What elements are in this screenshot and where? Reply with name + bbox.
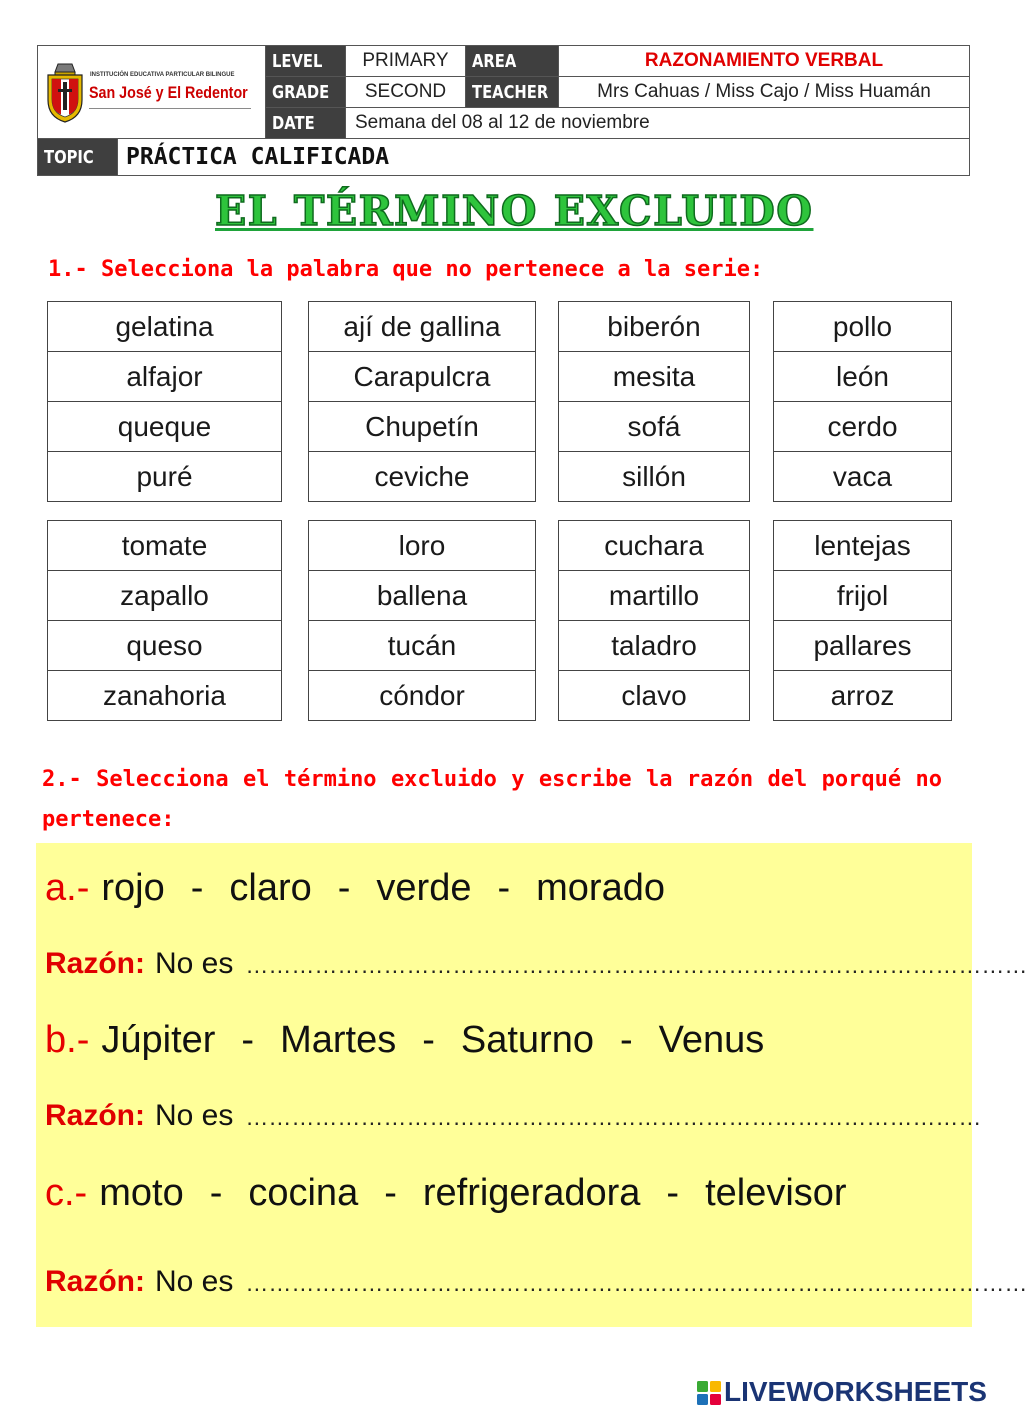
item-a <box>45 866 665 910</box>
exercise-1-instruction: 1.- Selecciona la palabra que no pertenece a la serie: <box>48 257 764 282</box>
date-label: DATE <box>272 112 315 134</box>
item-c <box>45 1171 847 1215</box>
word-option[interactable]: cerdo <box>774 401 951 451</box>
word-option[interactable]: frijol <box>774 570 951 620</box>
word-option[interactable]: Chupetín <box>309 401 535 451</box>
word-option[interactable]: puré <box>48 451 281 501</box>
word-option[interactable]: sofá <box>559 401 749 451</box>
word-option[interactable]: lentejas <box>814 529 911 561</box>
term-separator: - <box>190 867 204 909</box>
word-option[interactable]: loro <box>398 529 446 561</box>
term-separator: - <box>241 1019 255 1061</box>
word-option[interactable]: martillo <box>559 570 749 620</box>
word-group-3 <box>558 301 750 502</box>
term-option[interactable]: cocina <box>248 1172 359 1214</box>
area-value: RAZONAMIENTO VERBAL <box>558 45 970 77</box>
grade-value: SECOND <box>345 76 466 108</box>
term-separator: - <box>666 1172 680 1214</box>
term-option[interactable]: Martes <box>280 1019 397 1061</box>
word-option[interactable]: tomate <box>121 529 208 561</box>
reason-a-prefix: No es <box>155 947 234 980</box>
level-label: LEVEL <box>272 50 323 72</box>
reason-a <box>45 946 1027 983</box>
level-value: PRIMARY <box>345 45 466 77</box>
word-option[interactable]: gelatina <box>115 310 214 342</box>
term-option[interactable]: moto <box>99 1172 184 1214</box>
word-option[interactable]: tucán <box>309 620 535 670</box>
term-option[interactable]: televisor <box>705 1172 847 1214</box>
word-option[interactable]: cóndor <box>309 670 535 720</box>
answer-area <box>36 843 972 1327</box>
term-option[interactable]: verde <box>376 867 472 909</box>
word-option[interactable]: biberón <box>607 310 701 342</box>
date-label-cell <box>265 107 346 139</box>
term-separator: - <box>619 1019 633 1061</box>
term-option[interactable]: morado <box>536 867 665 909</box>
teacher-label-cell <box>465 76 559 108</box>
topic-label-cell <box>37 138 118 176</box>
word-option[interactable]: Carapulcra <box>309 351 535 401</box>
term-option[interactable]: Júpiter <box>101 1019 216 1061</box>
reason-b-label: Razón: <box>45 1099 145 1132</box>
reason-c-label: Razón: <box>45 1265 145 1298</box>
term-separator: - <box>209 1172 223 1214</box>
term-separator: - <box>497 867 511 909</box>
reason-c <box>45 1264 1027 1301</box>
term-separator: - <box>337 867 351 909</box>
word-option[interactable]: pallares <box>774 620 951 670</box>
school-logo <box>37 45 266 139</box>
word-option[interactable]: león <box>774 351 951 401</box>
word-option[interactable]: sillón <box>559 451 749 501</box>
grade-label: GRADE <box>272 81 330 103</box>
area-label-cell <box>465 45 559 77</box>
item-b-label: b.- <box>45 1019 90 1061</box>
area-label: AREA <box>472 50 517 72</box>
term-option[interactable]: Saturno <box>460 1019 594 1061</box>
term-option[interactable]: claro <box>229 867 312 909</box>
teacher-label: TEACHER <box>472 81 549 103</box>
item-c-label: c.- <box>45 1172 88 1214</box>
school-crest-icon <box>44 62 86 124</box>
exercise-2-instruction: 2.- Selecciona el término excluido y escribe la razón del porqué no pertenece: <box>42 767 942 832</box>
word-group-1 <box>47 301 282 502</box>
topic-value: PRÁCTICA CALIFICADA <box>117 138 970 176</box>
item-a-label: a.- <box>45 867 90 909</box>
term-separator: - <box>422 1019 435 1061</box>
reason-b-prefix: No es <box>155 1099 234 1132</box>
word-option[interactable]: ballena <box>309 570 535 620</box>
term-separator: - <box>384 1172 397 1214</box>
word-option[interactable]: zanahoria <box>48 670 281 720</box>
word-option[interactable]: ají de gallina <box>343 310 501 342</box>
institution-type: INSTITUCIÓN EDUCATIVA PARTICULAR BILINGUE <box>90 72 235 78</box>
reason-c-prefix: No es <box>155 1265 234 1298</box>
term-option[interactable]: rojo <box>101 867 165 909</box>
liveworksheets-brand: LIVEWORKSHEETS <box>724 1376 987 1407</box>
term-option[interactable]: Venus <box>658 1019 765 1061</box>
reason-a-answer-blank[interactable]: ………………………………………………………………………………………… <box>245 952 1027 978</box>
word-group-2 <box>308 301 536 502</box>
reason-a-label: Razón: <box>45 947 145 980</box>
word-option[interactable]: ceviche <box>309 451 535 501</box>
word-option[interactable]: mesita <box>559 351 749 401</box>
word-option[interactable]: queso <box>48 620 281 670</box>
word-option[interactable]: vaca <box>774 451 951 501</box>
word-option[interactable]: clavo <box>559 670 749 720</box>
reason-b <box>45 1098 982 1135</box>
word-group-8 <box>773 520 952 721</box>
grade-label-cell <box>265 76 346 108</box>
word-option[interactable]: taladro <box>559 620 749 670</box>
word-option[interactable]: zapallo <box>48 570 281 620</box>
word-group-5 <box>47 520 282 721</box>
word-group-7 <box>558 520 750 721</box>
logo-divider <box>89 108 251 109</box>
word-option[interactable]: cuchara <box>604 529 704 561</box>
word-option[interactable]: alfajor <box>48 351 281 401</box>
date-value: Semana del 08 al 12 de noviembre <box>345 107 970 139</box>
word-option[interactable]: queque <box>48 401 281 451</box>
term-option[interactable]: refrigeradora <box>422 1172 641 1214</box>
page-title: EL TÉRMINO EXCLUIDO <box>215 187 814 235</box>
teacher-value: Mrs Cahuas / Miss Cajo / Miss Huamán <box>558 76 970 108</box>
item-b <box>45 1018 764 1062</box>
word-option[interactable]: arroz <box>774 670 951 720</box>
word-group-4 <box>773 301 952 502</box>
school-name: San José y El Redentor <box>89 83 248 102</box>
reason-b-answer-blank[interactable]: …………………………………………………………………………………… <box>245 1104 982 1130</box>
reason-c-answer-blank[interactable]: ………………………………………………………………………………………… <box>245 1270 1027 1296</box>
word-option[interactable]: pollo <box>832 310 893 342</box>
level-label-cell <box>265 45 346 77</box>
word-group-6 <box>308 520 536 721</box>
liveworksheets-logo-icon <box>697 1381 721 1405</box>
topic-label: TOPIC <box>44 146 94 168</box>
